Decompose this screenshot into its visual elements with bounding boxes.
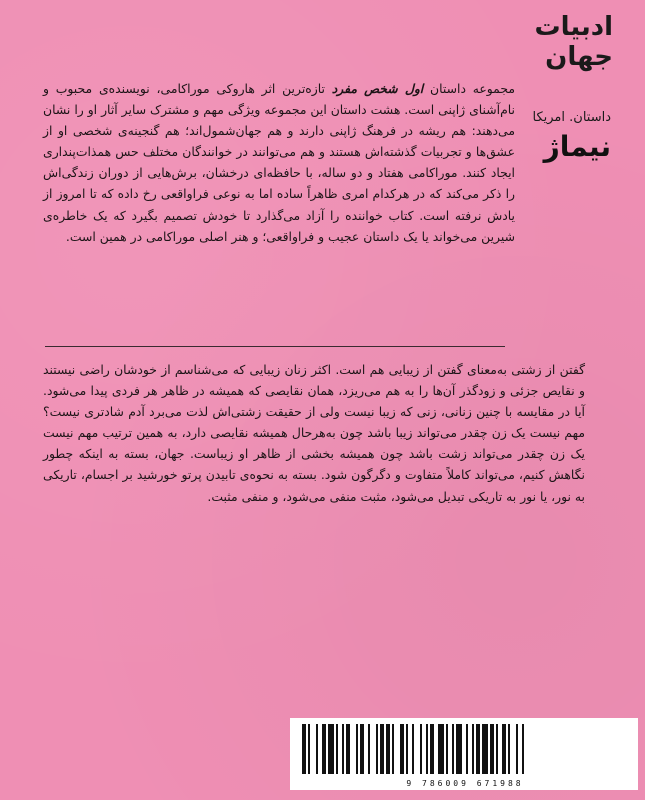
category-label: داستان. امریکا [532,110,611,125]
barcode-bars [300,724,630,774]
series-title [517,12,613,72]
barcode-bar [476,724,480,774]
barcode-bar [302,724,306,774]
barcode-bar [356,724,358,774]
barcode-bar [342,724,344,774]
barcode-bar [336,724,338,774]
barcode-bar [420,724,422,774]
barcode-digits: 9 786009 671988 [406,779,524,788]
barcode-bar [430,724,434,774]
series-title-line2: جهان [545,42,613,72]
barcode-bar [346,724,350,774]
publisher-logo: نیماژ [543,130,611,163]
barcode-bar [376,724,378,774]
isbn-barcode [290,718,638,790]
barcode-bar [412,724,414,774]
barcode-bar [380,724,384,774]
barcode-bar [452,724,454,774]
barcode-bar [456,724,462,774]
barcode-bar [496,724,498,774]
barcode-bar [400,724,404,774]
blurb-text-start: مجموعه داستان [423,81,515,96]
barcode-bar [316,724,318,774]
barcode-bar [502,724,506,774]
barcode-bar [438,724,444,774]
blurb-paragraph [43,78,515,247]
section-divider [45,346,505,347]
excerpt-paragraph: گفتن از زشتی به‌معنای گفتن از زیبایی هم است. اکثر زنان زیبایی که می‌شناسم از خودشان راضی نیستند و نقایص جزئی و زودگذر آن‌ها را به هم می‌ریزد، همان نقایصی که همیشه در ظاهر هر فردی پیدا می‌شود. آیا در مقایسه با چنین زنانی، زنی که زیبا نیست ولی از حقیقت زشتی‌اش لذت می‌برد آدم شادتری نیست؟ مهم نیست یک زن چقدر می‌تواند زیبا باشد چون به‌هرحال همیشه نقایصی دارد، به همین ترتیب مهم نیست یک زن چقدر می‌تواند زشت باشد چون همیشه بخشی از ظاهر او زیباست. جهان، بسته به اینکه چطور نگاهش کنیم، می‌تواند کاملاً متفاوت و دگرگون شود. بسته به نحوه‌ی تابیدن پرتو خورشید بر اجسام، تاریکی به نور، یا نور به تاریکی تبدیل می‌شود، مثبت منفی می‌شود، و منفی مثبت. [43,362,585,504]
blurb-text-rest: تازه‌ترین اثر هاروکی موراکامی، نویسنده‌ی محبوب و نام‌آشنای ژاپنی است. هشت داستان این مجموعه ویژگی مهم و مشترک سایر آثار او را نشان می‌دهند: هم ریشه در فرهنگ ژاپنی دارند و هم جهان‌شمول‌اند؛ هم گنجینه‌ی شخصی او از عشق‌ها و تجربیات گذشته‌اش هستند و هم می‌توانند در خوانندگان مختلف حس همذات‌پنداری ایجاد کنند. موراکامی هفتاد و دو ساله، با حافظه‌ای درخشان، برش‌هایی از دوران زندگی‌اش را ذکر می‌کند که در هرکدام امری ظاهراً ساده اما به نوعی فراواقعی رخ داده که تا امروز از یادش نرفته است. کتاب خواننده را آزاد می‌گذارد تا خودش تصمیم بگیرد که یک خاطره‌ی شیرین می‌خواند یا یک داستان عجیب و فراواقعی؛ و هنر اصلی موراکامی در همین است. [43,81,515,244]
barcode-bar [386,724,390,774]
barcode-bar [490,724,494,774]
barcode-bar [392,724,394,774]
barcode-bar [482,724,488,774]
barcode-bar [522,724,524,774]
barcode-bar [466,724,468,774]
barcode-bar [406,724,408,774]
book-title-emphasis: اول شخص مفرد [331,81,424,96]
barcode-bar [426,724,428,774]
series-title-line1: ادبیات [534,12,613,42]
barcode-bar [322,724,326,774]
barcode-bar [516,724,518,774]
barcode-bar [446,724,448,774]
barcode-bar [368,724,370,774]
barcode-bar [308,724,310,774]
barcode-bar [360,724,364,774]
barcode-bar [508,724,510,774]
barcode-bar [472,724,474,774]
barcode-bar [328,724,334,774]
